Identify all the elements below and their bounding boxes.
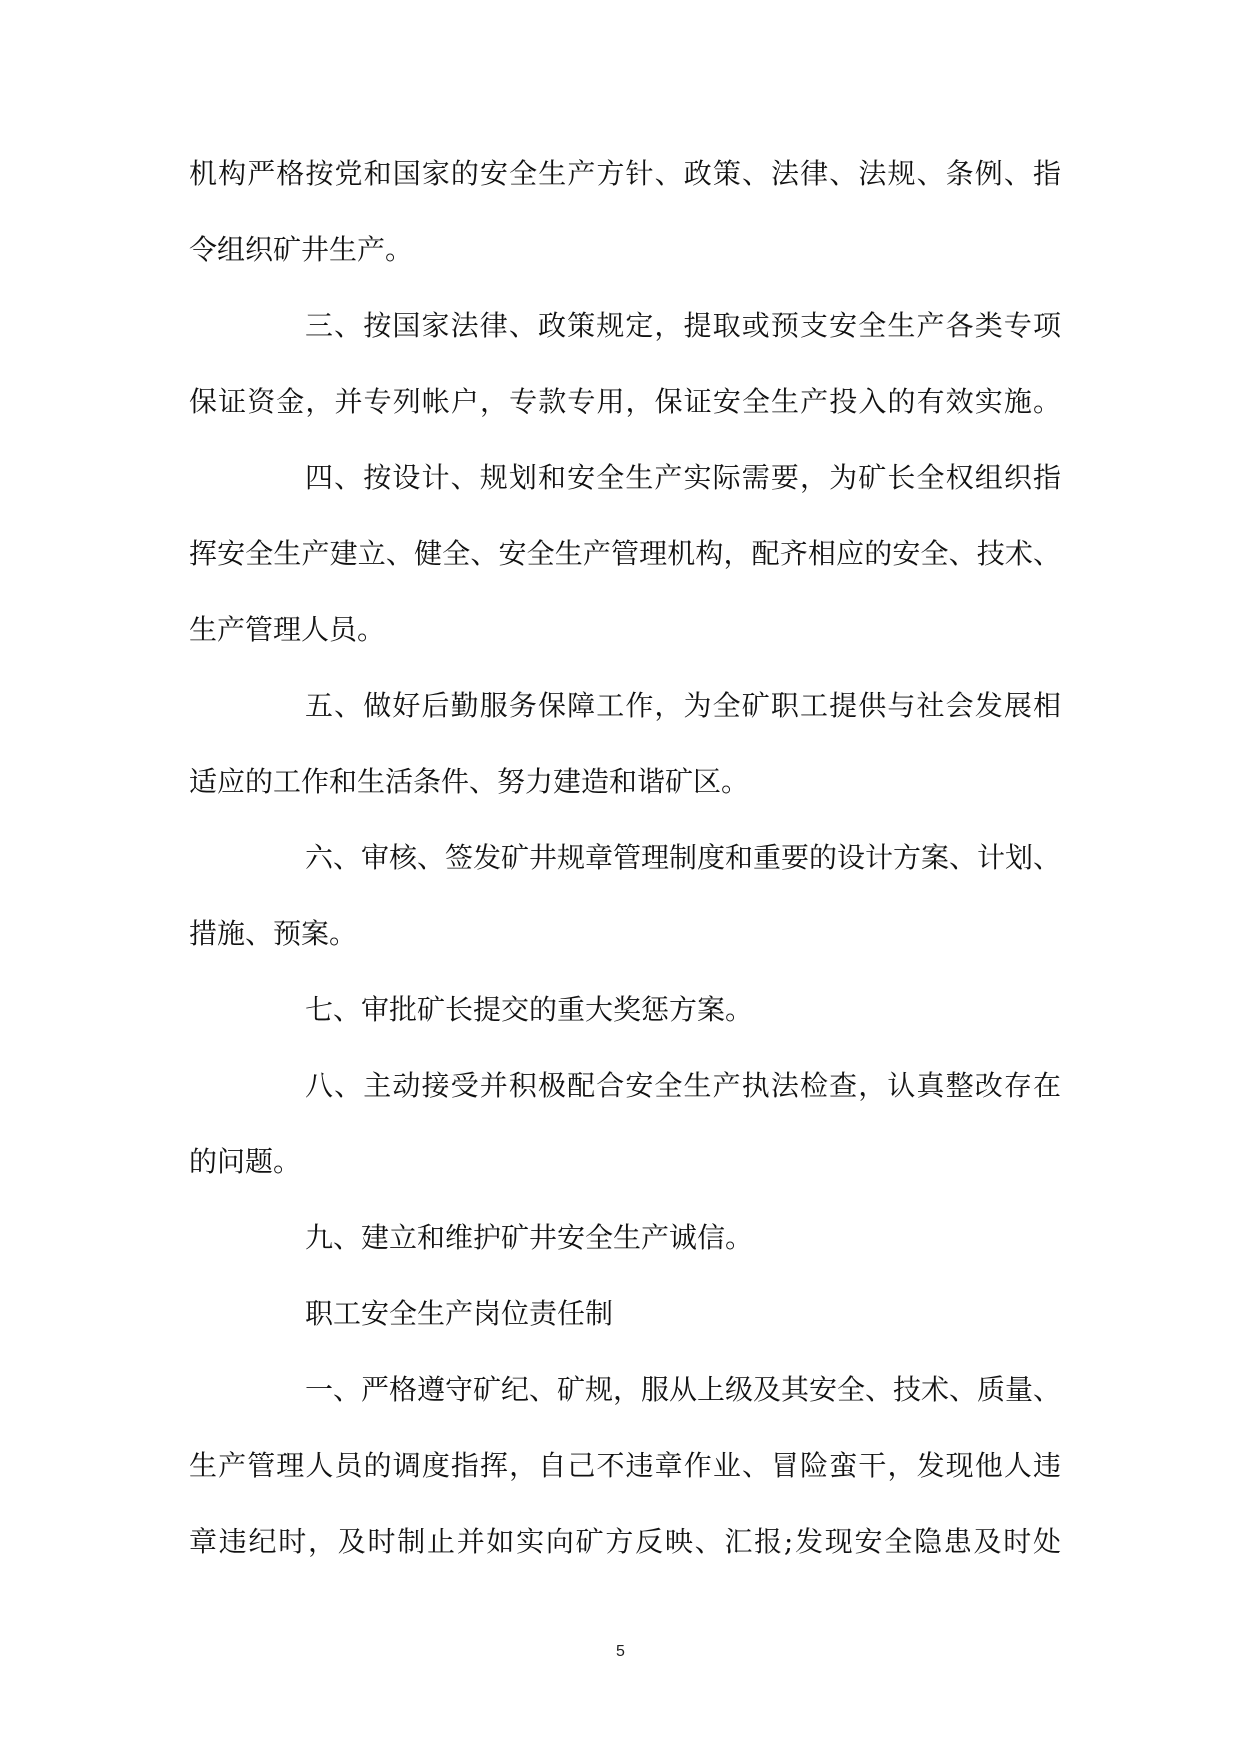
paragraph-line: 八、主动接受并积极配合安全生产执法检查，认真整改存在 [305,1069,1061,1102]
clause-item [189,1352,1061,1580]
clause-item [189,1200,1061,1276]
paragraph-line: 四、按设计、规划和安全生产实际需要，为矿长全权组织指 [305,461,1061,494]
paragraph-line: 适应的工作和生活条件、努力建造和谐矿区。 [189,765,750,798]
paragraph-line: 六、审核、签发矿井规章管理制度和重要的设计方案、计划、 [305,841,1062,874]
clause-item [189,820,1061,972]
paragraph-line: 一、严格遵守矿纪、矿规，服从上级及其安全、技术、质量、 [305,1373,1062,1406]
clause-item [189,972,1061,1048]
clause-item [189,1048,1061,1200]
paragraph-line: 生产管理人员。 [189,613,386,646]
paragraph-line: 挥安全生产建立、健全、安全生产管理机构，配齐相应的安全、技术、 [189,537,1061,570]
clause-item [189,668,1061,820]
section-heading-line: 职工安全生产岗位责任制 [305,1297,614,1330]
paragraph-line: 九、建立和维护矿井安全生产诚信。 [305,1221,754,1254]
continuation-paragraph [189,136,1061,288]
clause-item [189,440,1061,668]
paragraph-line: 七、审批矿长提交的重大奖惩方案。 [305,993,754,1026]
paragraph-line: 五、做好后勤服务保障工作，为全矿职工提供与社会发展相 [305,689,1061,722]
paragraph-line: 令组织矿井生产。 [189,233,414,266]
document-body [189,136,1061,1580]
clause-item [189,288,1061,440]
paragraph-line: 措施、预案。 [189,917,358,950]
paragraph-line: 章违纪时，及时制止并如实向矿方反映、汇报;发现安全隐患及时处 [189,1525,1061,1558]
paragraph-line: 的问题。 [189,1145,302,1178]
section-heading [189,1276,1061,1352]
paragraph-line: 生产管理人员的调度指挥，自己不违章作业、冒险蛮干，发现他人违 [189,1449,1061,1482]
page-number: 5 [616,1643,625,1660]
paragraph-line: 机构严格按党和国家的安全生产方针、政策、法律、法规、条例、指 [189,157,1061,190]
paragraph-line: 三、按国家法律、政策规定，提取或预支安全生产各类专项 [305,309,1061,342]
paragraph-line: 保证资金，并专列帐户，专款专用，保证安全生产投入的有效实施。 [189,385,1061,418]
